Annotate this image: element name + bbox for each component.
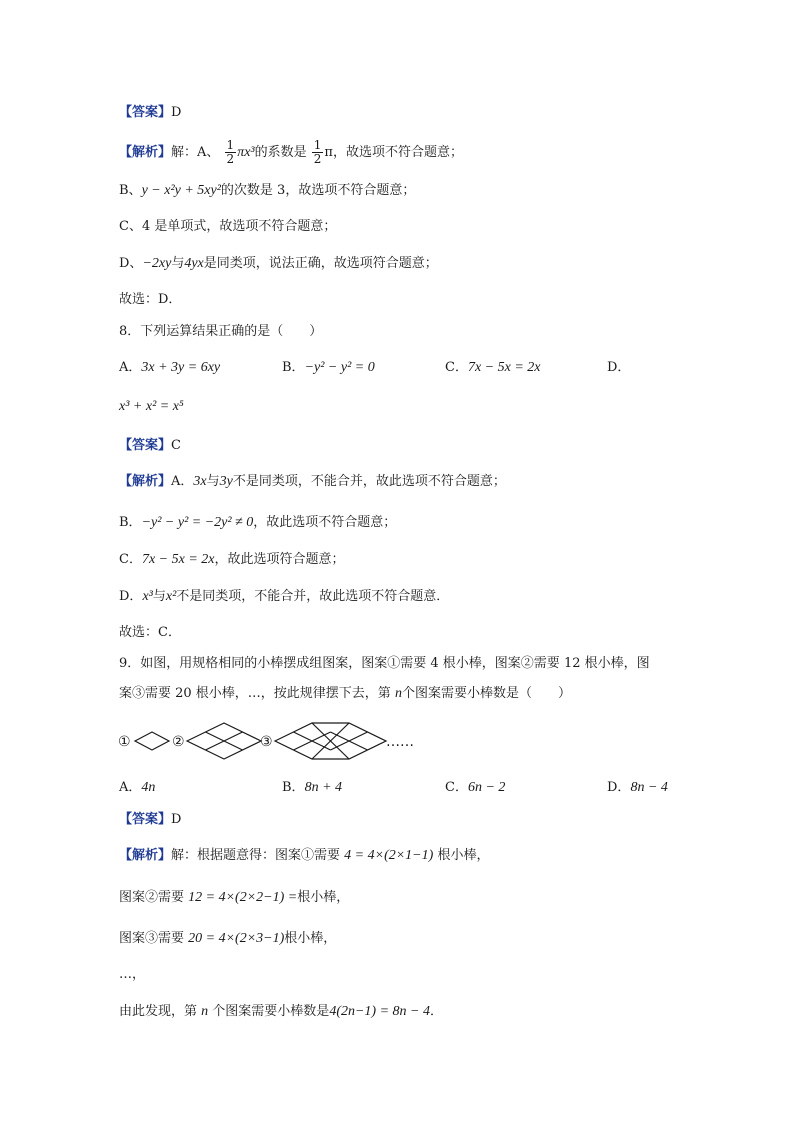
figure-label-1: ①: [118, 734, 131, 750]
answer-tag: 【答案】: [119, 105, 172, 120]
q8-option-b: B．−y² − y² = 0: [282, 360, 375, 375]
q8-answer-line: [119, 436, 181, 456]
answer-value: D: [171, 812, 182, 827]
q7-analysis-line-c: C、4 是单项式，故选项不符合题意；: [119, 219, 337, 234]
q8-option-c: C．7x − 5x = 2x: [445, 360, 541, 375]
answer-tag: 【答案】: [119, 812, 172, 827]
q9-option-b: B．8n + 4: [282, 780, 343, 795]
q7-answer-line: [119, 103, 181, 123]
q8-analysis-line-a: 【解析】A．3x与3y不是同类项，不能合并，故此选项不符合题意；: [119, 474, 506, 489]
answer-tag: 【答案】: [119, 438, 172, 453]
q7-analysis-line-a: 【解析】解：A、 $\frac{1}{2}$ πx³的系数是 $\frac{1}{2}$ π，故选项不符合题意；: [119, 138, 463, 166]
q8-option-d: D．: [607, 360, 631, 375]
figure-label-3: ③: [260, 734, 273, 750]
q9-rhombus-figure: [115, 716, 414, 766]
q9-question-line-1: 9．如图，用规格相同的小棒摆成组图案，图案①需要 4 根小棒，图案②需要 12 根小棒，图: [119, 656, 650, 671]
q7-conclusion: 故选：D．: [119, 292, 182, 307]
q9-analysis-line-4: …，: [119, 967, 146, 982]
q7-analysis-line-d: D、−2xy与4yx是同类项，说法正确，故选项符合题意；: [119, 256, 438, 271]
q9-analysis-line-3: 图案③需要 20 = 4×(2×3−1)根小棒，: [119, 931, 337, 946]
q8-option-d-expr: x³ + x² = x⁵: [119, 399, 184, 414]
q9-question-line-2: 案③需要 20 根小棒，…，按此规律摆下去，第 n个图案需要小棒数是（ ）: [119, 686, 571, 701]
q9-option-a: A．4n: [119, 780, 156, 795]
q8-option-a: A．3x + 3y = 6xy: [119, 360, 221, 375]
pattern-2-shape: [187, 723, 261, 759]
fraction-one-half: $\frac{1}{2}$: [226, 138, 235, 166]
analysis-tag: 【解析】: [119, 145, 172, 160]
q8-analysis-line-d: D．x³与x²不是同类项，不能合并，故此选项不符合题意．: [119, 589, 450, 604]
q8-analysis-line-b: B．−y² − y² = −2y² ≠ 0，故此选项不符合题意；: [119, 515, 397, 530]
q9-analysis-line-1: 【解析】解：根据题意得：图案①需要 4 = 4×(2×1−1) 根小棒，: [119, 848, 490, 863]
q8-conclusion: 故选：C．: [119, 625, 181, 640]
q9-option-c: C．6n − 2: [445, 780, 506, 795]
answer-value: C: [171, 438, 181, 453]
rhombus: [135, 732, 169, 750]
q8-analysis-line-c: C．7x − 5x = 2x，故此选项符合题意；: [119, 552, 345, 567]
figure-label-2: ②: [172, 734, 185, 750]
q9-answer-line: [119, 810, 181, 830]
q7-analysis-line-b: B、y − x²y + 5xy²的次数是 3，故选项不符合题意；: [119, 183, 416, 198]
figure-label-ellipsis: ……: [386, 734, 414, 750]
q9-analysis-line-5: 由此发现，第 n 个图案需要小棒数是4(2n−1) = 8n − 4．: [119, 1004, 443, 1019]
pattern-3-shape: [275, 723, 386, 759]
pattern-1-shape: [135, 732, 169, 750]
q9-option-d: D．8n − 4: [607, 780, 668, 795]
analysis-tag: 【解析】: [119, 474, 172, 489]
answer-value: D: [171, 105, 182, 120]
analysis-tag: 【解析】: [119, 848, 172, 863]
q8-question: 8．下列运算结果正确的是（ ）: [119, 324, 323, 339]
fraction-one-half-2: $\frac{1}{2}$: [313, 138, 322, 166]
q9-analysis-line-2: 图案②需要 12 = 4×(2×2−1) =根小棒，: [119, 890, 350, 905]
